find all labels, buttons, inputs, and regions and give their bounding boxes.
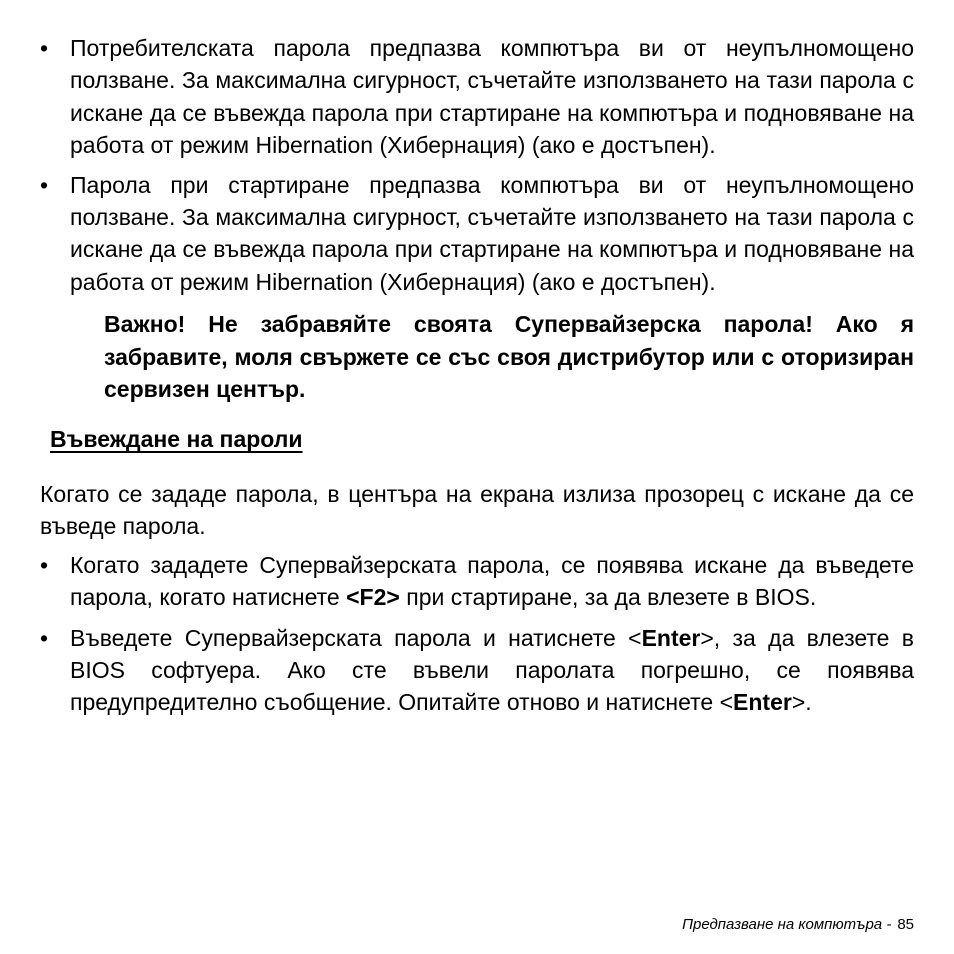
key-label-enter: Enter [733, 689, 792, 716]
bullet-icon: • [40, 624, 49, 651]
important-note: Важно! Не забравяйте своята Супервайзерска парола! Ако я забравите, моля свържете се със своя дистрибутор или с оторизиран сервизен център. [104, 311, 914, 403]
bullet-icon: • [40, 551, 49, 578]
page-number: 85 [897, 916, 914, 933]
key-label-enter: Enter [641, 624, 701, 651]
list-item [40, 169, 914, 299]
list-item-text: >. [791, 689, 812, 716]
page-footer [682, 916, 914, 933]
list-item-text: Парола при стартиране предпазва компютъра ви от неупълномощено ползване. За максимална сигурност, съчетайте използването на тази парола с искане да се въвежда парола при стартиране на компютъра и подновяване на работа от режим Hibernation (Хибернация) (ако е достъпен). [70, 171, 914, 295]
section-heading: Въвеждане на пароли [50, 426, 303, 453]
list-item-text: >, за да влезете в BIOS софтуера. Ако сте въвели паролата погрешно, се появява предупредително съобщение. Опитайте отново и натиснете < [70, 624, 914, 716]
list-item-text: Въведете Супервайзерската парола и натиснете < [70, 624, 642, 651]
list-item-text: при стартиране, за да влезете в BIOS. [399, 584, 817, 611]
bullet-icon: • [40, 171, 49, 198]
document-body [40, 32, 914, 727]
list-item [40, 549, 914, 614]
footer-section-title: Предпазване на компютъра - [682, 916, 892, 933]
key-label-f2: <F2> [346, 584, 400, 611]
bullet-icon: • [40, 35, 49, 61]
list-item-text: Когато зададете Супервайзерската парола, се появява искане да въведете парола, когато натиснете [70, 551, 914, 611]
intro-paragraph: Когато се зададе парола, в центъра на екрана излиза прозорец с искане да се въведе парола. [40, 480, 914, 540]
list-item-text: Потребителската парола предпазва компютъра ви от неупълномощено ползване. За максимална сигурност, съчетайте използването на тази парола с искане да се въвежда парола при стартиране на компютъра и подновяване на работа от режим Hibernation (Хибернация) (ако е достъпен). [70, 35, 914, 159]
list-item [40, 32, 914, 162]
list-item [40, 622, 914, 719]
